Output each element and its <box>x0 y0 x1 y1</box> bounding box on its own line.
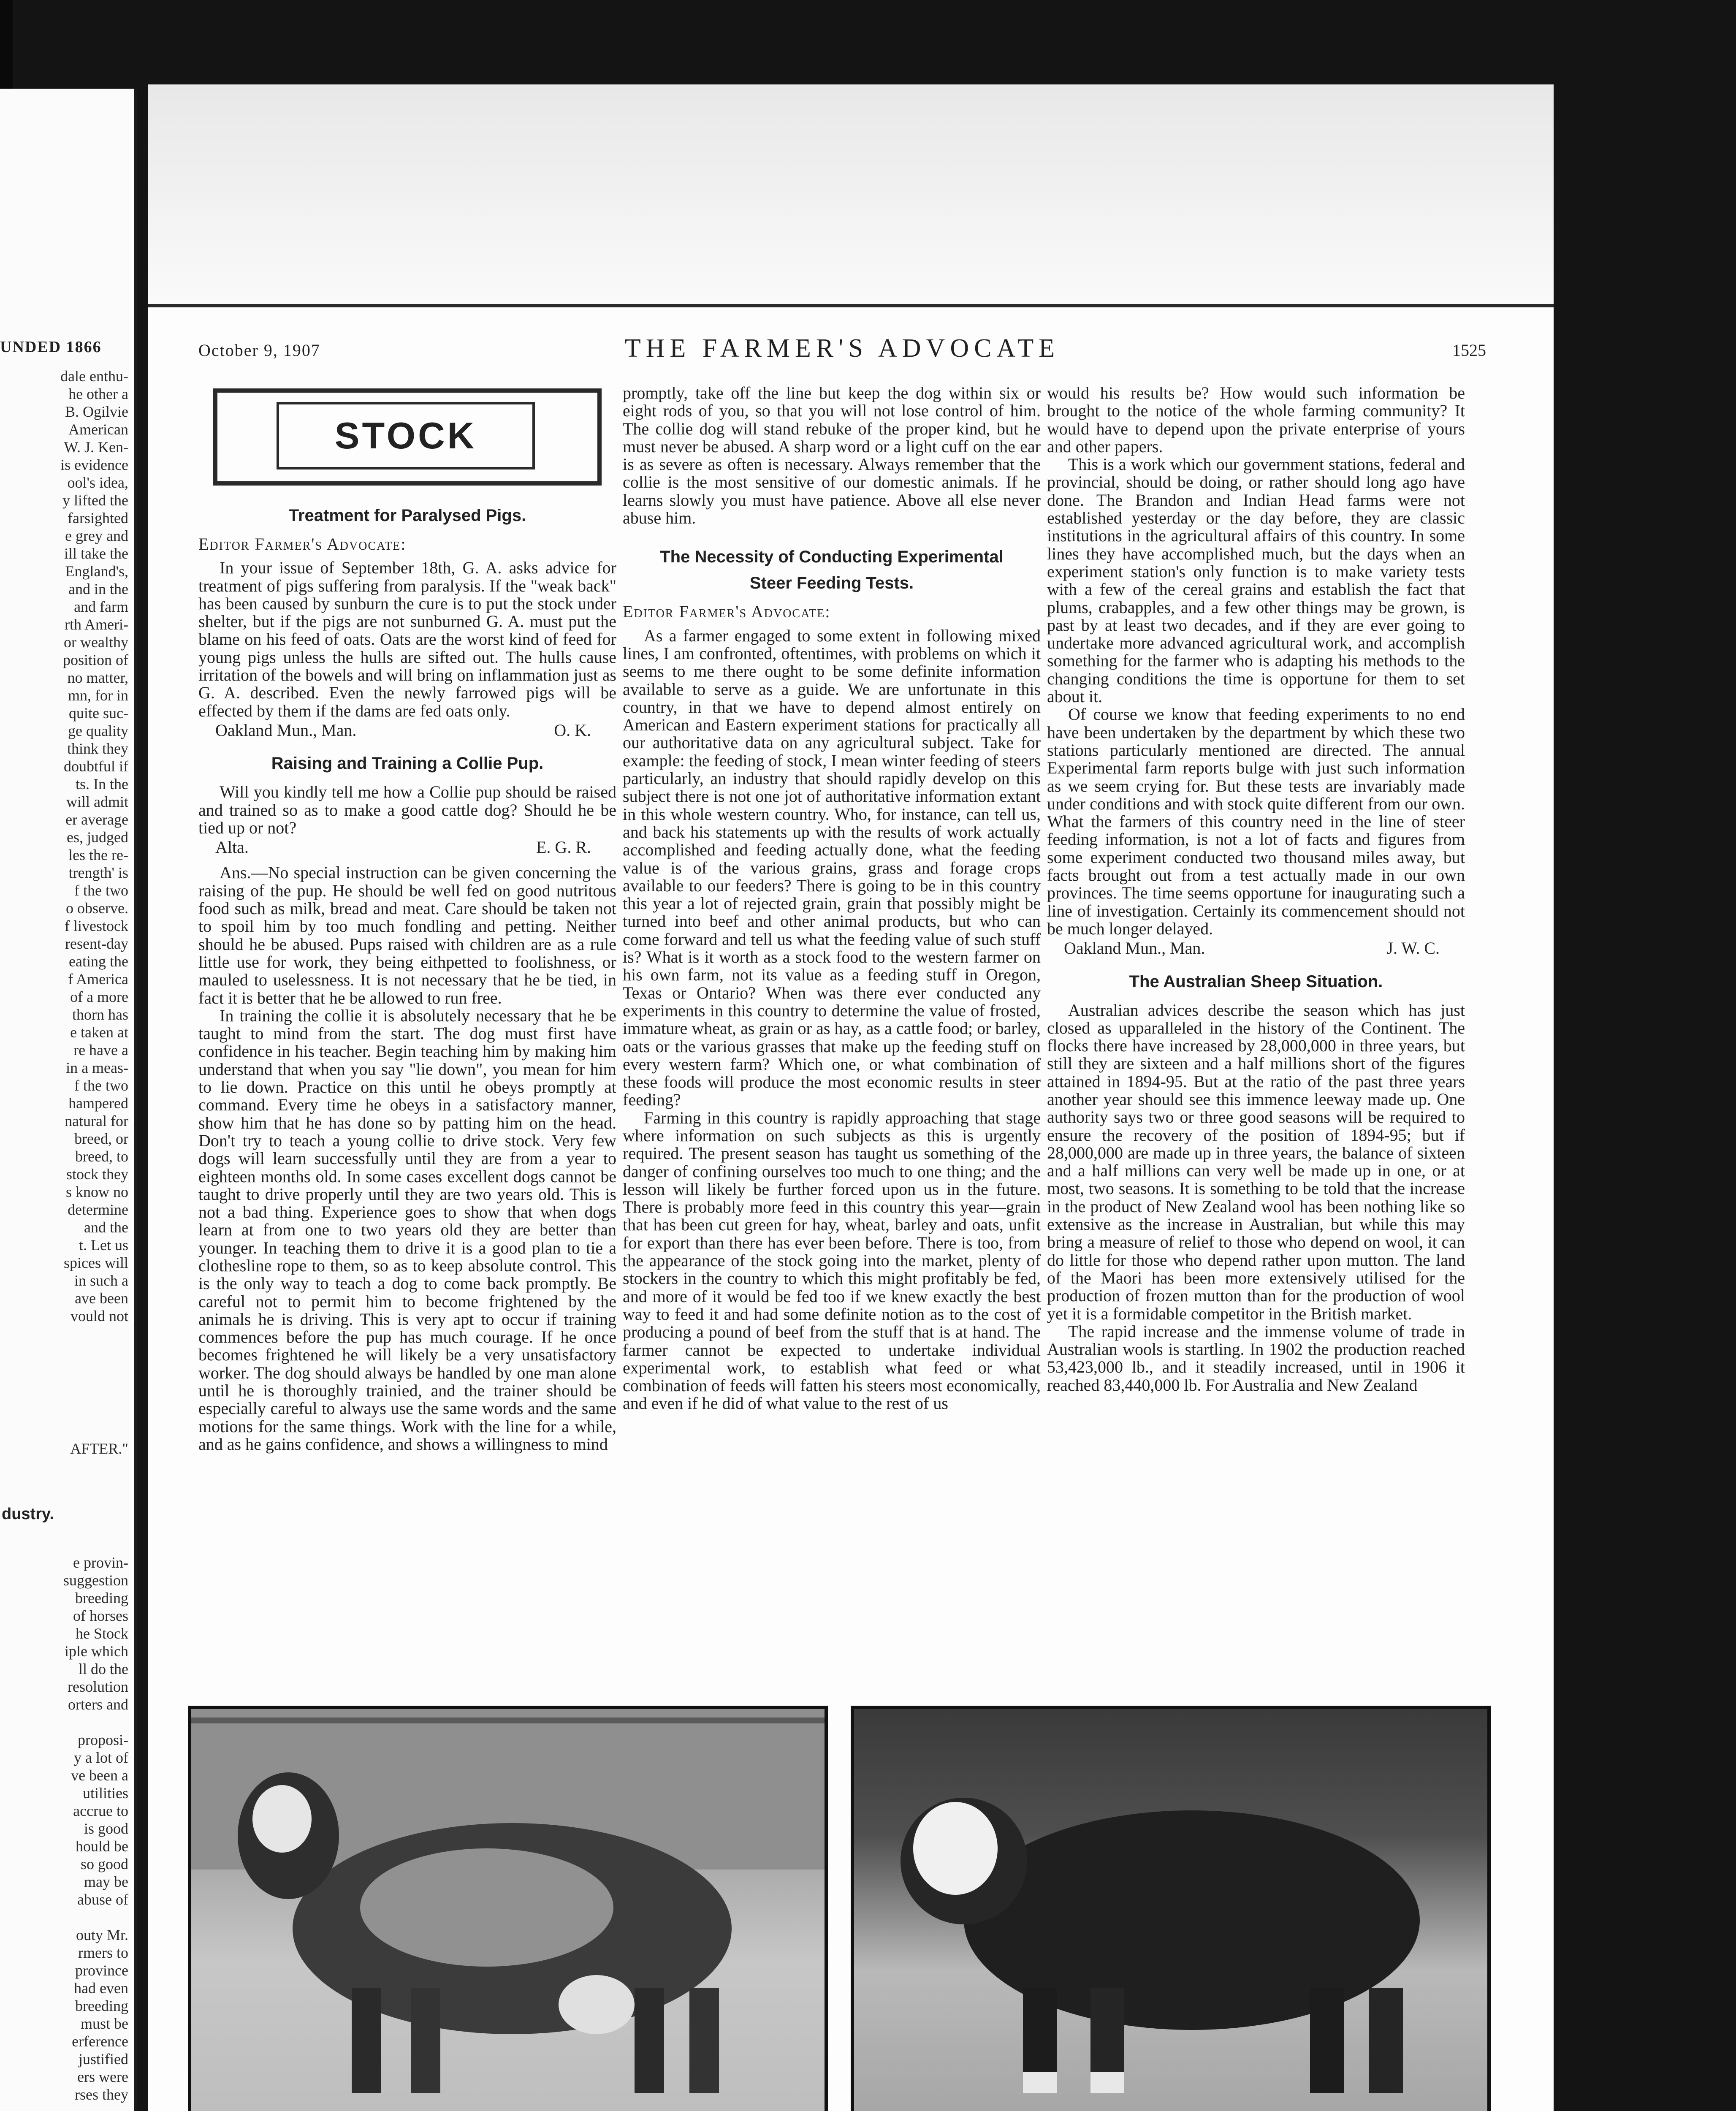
left-page-line: ll do the <box>79 1661 128 1677</box>
article-paragraph: Farming in this country is rapidly approaching that stage where information on such subjects as this is urgently required. The present season has taught us something of the danger of confining ourselves too much to one thing; and the lesson will likely be further forced upon us in the future. There is probably more feed in this country this year—grain that has been cut green for hay, wheat, barley and oats, unfit for export than there has ever been before. There is too, from the appearance of the stock going into the market, plenty of stockers in the country to which this might profitably be fed, and more of it would be fed too if we knew exactly the best way to feed it and had some definite notion as to the cost of producing a pound of beef from the stuff that is at hand. The farmer cannot be expected to undertake individual experimental work, to establish what feed or what combination of feeds will fatten his steers most economically, and even if he did of what value to the rest of us <box>623 1108 1041 1413</box>
left-page-line: e taken at <box>70 1024 128 1041</box>
left-page-line: province <box>75 1962 128 1979</box>
issue-date: October 9, 1907 <box>198 341 320 360</box>
left-page-line: rses they <box>75 2086 128 2103</box>
cow-illustration <box>191 1709 825 2111</box>
left-page-line: thorn has <box>72 1006 128 1023</box>
left-page-line: position of <box>62 651 128 668</box>
article-heading-paralysed-pigs: Treatment for Paralysed Pigs. <box>288 506 526 525</box>
left-page-line: and farm <box>74 598 128 615</box>
masthead-title: THE FARMER'S ADVOCATE <box>624 334 1060 363</box>
left-page-line: erference <box>72 2033 128 2050</box>
left-page-line: e grey and <box>65 527 128 544</box>
left-page-line: o observe. <box>66 900 128 917</box>
left-page-line: natural for <box>65 1112 128 1129</box>
left-page-line: is good <box>84 1820 128 1837</box>
column-1 <box>198 388 616 1453</box>
left-page-line: stock they <box>66 1166 128 1183</box>
page-top-margin <box>148 84 1554 304</box>
hereford-bull-photo <box>851 1706 1491 2111</box>
left-page-line: re have a <box>73 1042 128 1058</box>
signature <box>198 722 616 739</box>
article-paragraph: In your issue of September 18th, G. A. asks advice for treatment of pigs suffering from paralysis. If the "weak back" has been caused by sunburn the cure is to put the stock under shelter, but if the pigs are not sunburned G. A. must put the blame on his feed of oats. Oats are the worst kind of feed for young pigs unless the hulls are sifted out. The hulls cause irritation of the bowels and will bring on inflammation just as G. A. described. Even the newly farrowed pigs will be effected by them if the dams are fed oats only. <box>198 558 616 720</box>
left-page-header: UNDED 1866 <box>0 338 102 356</box>
left-page-line: ill take the <box>64 545 128 562</box>
article-paragraph: promptly, take off the line but keep the dog within six or eight rods of you, so that you will not lose control of him. The collie dog will stand rebuke of the proper kind, but he must never be abused. A sharp word or a light cuff on the ear is as severe as often is necessary. Always remember that the collie is the most sensitive of our domestic animals. If he learns slowly you must have patience. Above all else never abuse him. <box>623 383 1041 528</box>
left-page-line: resent-day <box>65 935 128 952</box>
signature-place: Alta. <box>215 838 249 857</box>
left-page-line: farsighted <box>68 510 128 526</box>
bull-illustration <box>854 1709 1487 2111</box>
left-page-line: rth Ameri- <box>65 616 128 633</box>
left-page-line: y a lot of <box>74 1749 128 1766</box>
left-page-line: is evidence <box>60 456 128 473</box>
signature <box>198 838 616 856</box>
left-page-line: so good <box>80 1856 128 1872</box>
running-header <box>198 334 1486 372</box>
left-page-line: in a meas- <box>66 1059 128 1076</box>
article-paragraph: As a farmer engaged to some extent in following mixed lines, I am confronted, oftentimes, with problems on which it seems to me there ought to be some definite information available to serve as a guide. We are unfortunate in this country, in that we have to depend almost entirely on American and Eastern experiment stations for practically all our authoritative data on any agricultural subject. Take for example: the feeding of stock, I mean winter feeding of steers particularly, an industry that should rapidly develop on this subject there is not one jot of authoritative information extant in this whole western country. Who, for instance, can tell us, and back his statements up with the results of work actually accomplished and feeding actually done, what the feeding value is of the various grains, grass and forage crops available to our feeders? There is going to be in this country this year a lot of rejected grain, grain that possibly might be turned into beef and other animal products, but who can come forward and tell us what the feeding value of such stuff is? What is it worth as a stock food to the western farmer on his own farm, not its value as a feeding stuff in Oregon, Texas or Ontario? When was there ever conducted any experiments in this country to determine the value of frosted, immature wheat, as grain or as hay, as a cattle food; or barley, oats or the various grasses that make up the feeding stuff on every western farm? Which one, or what combination of these foods will produce the most economic results in steer feeding? <box>623 626 1041 1110</box>
left-page-line: had even <box>74 1980 128 1997</box>
article-heading-australian-sheep: The Australian Sheep Situation. <box>1129 972 1383 991</box>
top-rule <box>148 304 1554 307</box>
left-page-line: iple which <box>65 1643 128 1660</box>
left-page-line: ool's idea, <box>67 474 128 491</box>
left-page-line <box>2 1713 128 1731</box>
signature-place: Oakland Mun., Man. <box>215 720 357 740</box>
left-page-line: of horses <box>73 1607 128 1624</box>
left-page-line: proposi- <box>78 1731 128 1748</box>
article-paragraph: Australian advices describe the season which has just closed as upparalleled in the history of the Continent. The flocks there have increased by 28,000,000 in three years, but still they are sixteen and a half millions short of the figures attained in 1894-95. But at the ratio of the past three years another year should see this immence leeway made up. One authority says two or three good seasons will be required to ensure the recovery of the position of 1894-95; but if 28,000,000 are made up in three years, the balance of sixteen and a half millions can very well be made up in one, or at most, two seasons. It is something to be told that the increase in the product of New Zealand wool has been nothing like so extensive as the increase in Australian, but while this may bring a measure of relief to those who depend on wool, it can do little for those who depend rather upon mutton. The land of the Maori has been more extensively utilised for the production of frozen mutton than for the production of wool yet it is a formidable competitor in the British market. <box>1047 1000 1465 1323</box>
left-page-line: es, judged <box>67 829 128 846</box>
left-page-line: ers were <box>77 2068 128 2085</box>
signature-name: J. W. C. <box>1386 939 1440 958</box>
answer-paragraph: In training the collie it is absolutely necessary that he be taught to mind from the start. The dog must first have confidence in his teacher. Begin teaching him by making him understand that when you say "lie down", you mean for him to lie down. Practice on this until he obeys promptly at command. Every time he obeys in a satisfactory manner, show him that he has done so by patting him on the head. Don't try to teach a young collie to drive stock. Very few dogs will learn successfully until they are from a year to eighteen months old. In some cases excellent dogs cannot be taught to drive properly until they are two years old. This is not a bad thing. Experience goes to show that when dogs learn at from one to two years old they are better than younger. In teaching them to drive it is a good plan to tie a clothesline rope to them, so as to keep absolute control. This is the only way to teach a dog to come back promptly. Be careful not to permit him to become frightened by the animals he is driving. This is very apt to occur if training commences before the pup has much courage. If he once becomes frightened he will likely be a very unsatisfactory worker. The dog should always be handled by one man alone until he is thoroughly trainied, and the trainer should be especially careful to always use the same words and the same motions for the same things. Work with the line for a while, and as he gains confidence, and shows a willingness to mind <box>198 1006 616 1454</box>
left-page-line <box>2 1908 128 1926</box>
left-page-line: f livestock <box>65 917 128 934</box>
left-page-line: or wealthy <box>64 634 128 651</box>
left-page-line: s know no <box>65 1183 128 1200</box>
left-page-heading: dustry. <box>2 1505 54 1523</box>
left-page-line: vould not <box>70 1308 128 1324</box>
left-page-line: determine <box>68 1201 128 1218</box>
article-paragraph: This is a work which our government stations, federal and provincial, should be doing, or rather should long ago have done. The Brandon and Indian Head farms were not established yesterday or the day before, they are classic institutions in the agricultural affairs of this country. In some lines they have accomplished much, but the days when an experiment station's only function is to make variety tests with a few of the cereal grains and establish the fact that plums, crabapples, and a few other things may be grown, is past by at least two decades, and if they are ever going to undertake more advanced agricultural work, and accomplish something for the farmer who is adapting his methods to the changing conditions the time is opportune for them to set about it. <box>1047 455 1465 706</box>
left-page-line: will admit <box>66 793 128 810</box>
left-page-line: f the two <box>74 882 128 899</box>
left-page-line: les the re- <box>68 847 128 863</box>
article-heading-steer-feeding-line1: The Necessity of Conducting Experimental <box>660 548 1004 567</box>
left-page-line: rmers to <box>78 1944 128 1961</box>
column-2 <box>623 384 1041 1413</box>
article-heading-steer-feeding-line2: Steer Feeding Tests. <box>749 574 914 593</box>
left-page-line: breed, to <box>75 1148 128 1165</box>
editor-salutation: Editor Farmer's Advocate: <box>623 602 831 621</box>
left-page-line: W. J. Ken- <box>64 439 128 456</box>
left-page-text-a <box>2 367 128 1325</box>
left-page-line: ts. In the <box>76 776 128 792</box>
left-page-line: of a more <box>70 988 128 1005</box>
left-page-line: think they <box>67 740 128 757</box>
left-page-line: trength' is <box>68 864 128 881</box>
article-paragraph: would his results be? How would such information be brought to the notice of the whole farming community? It would have to depend upon the private enterprise of yours and other papers. <box>1047 383 1465 456</box>
answer-paragraph: Ans.—No special instruction can be given concerning the raising of the pup. He should be well fed on good nutritous food such as milk, bread and meat. Care should be taken not to spoil him by too much fondling and petting. Neither should he be abused. Pups raised with children are as a rule little use for work, they being eithpetted to foolishness, or mauled to uselessness. It is not necessary that he be tied, in fact it is better that he be allowed to run free. <box>198 863 616 1007</box>
left-page-line: he Stock <box>76 1625 128 1642</box>
left-page-line: eating the <box>69 953 128 970</box>
article-paragraph: Of course we know that feeding experiments to no end have been undertaken by the department by which these two stations particularly mentioned are directed. The annual Experimental farm reports bulge with just such information as we seem crying for. But these tests are invariably made under conditions and with stock quite different from our own. What the farmers of this country need in the line of steer feeding information, is not a lot of facts and figures from some experiment conducted two thousand miles away, but facts brought out from a test actually made in our own provinces. The time seems opportune for inaugurating such a line of investigation. Certainly its commencement should not be much longer delayed. <box>1047 705 1465 938</box>
editor-salutation: Editor Farmer's Advocate: <box>198 535 407 554</box>
left-page-line: suggestion <box>63 1572 128 1589</box>
signature-name: E. G. R. <box>536 838 591 857</box>
column-3 <box>1047 384 1465 1394</box>
left-page-line: must be <box>81 2015 128 2032</box>
shorthorn-cow-photo <box>188 1706 828 2111</box>
left-page-line: y lifted the <box>62 492 128 509</box>
left-page-line: utilities <box>83 1785 128 1802</box>
left-page-line: may be <box>84 1873 128 1890</box>
left-page-line: ave been <box>75 1290 128 1307</box>
left-page-line: England's, <box>65 563 128 580</box>
signature-name: O. K. <box>554 720 591 740</box>
left-page-line: dale enthu- <box>60 368 128 385</box>
left-page-line: quite suc- <box>69 705 128 722</box>
left-page-line: f America <box>68 971 128 988</box>
left-page-line: B. Ogilvie <box>65 403 128 420</box>
left-page-line: er average <box>65 811 128 828</box>
question-paragraph: Will you kindly tell me how a Collie pup should be raised and trained so as to make a good cattle dog? Should he be tied up or not? <box>198 782 616 837</box>
left-page-line: and the <box>84 1219 128 1236</box>
left-page-text-b <box>2 1554 128 2111</box>
left-page-line: accrue to <box>73 1802 128 1819</box>
left-page-line: orters and <box>68 1696 128 1713</box>
left-page-line: in such a <box>74 1272 128 1289</box>
left-page-line: no matter, <box>67 669 128 686</box>
left-page-line: he other a <box>68 385 128 402</box>
left-page-line: ve been a <box>71 1767 128 1784</box>
left-page-afterline: AFTER." <box>70 1440 128 1457</box>
left-page-line: e provin- <box>73 1554 128 1571</box>
article-heading-collie-pup: Raising and Training a Collie Pup. <box>271 754 544 773</box>
page-number: 1525 <box>1452 341 1486 360</box>
article-paragraph: The rapid increase and the immense volume of trade in Australian wools is startling. In 1902 the production reached 53,423,000 lb., and it steadily increased, until in 1906 it reached 83,440,000 lb. For Australia and New Zealand <box>1047 1321 1465 1395</box>
left-page-line: hould be <box>76 1838 128 1855</box>
left-page-fragment <box>0 89 137 2111</box>
left-page-line: breeding <box>75 1997 128 2014</box>
left-page-line: t. Let us <box>79 1237 128 1254</box>
left-page-line: breeding <box>75 1590 128 1606</box>
signature <box>1047 939 1465 957</box>
left-page-line: spices will <box>64 1254 128 1271</box>
left-page-line: outy Mr. <box>76 1926 128 1943</box>
left-page-line <box>2 2103 128 2111</box>
left-page-line: ge quality <box>68 722 128 739</box>
left-page-line: justified <box>79 2051 128 2068</box>
left-page-line: doubtful if <box>64 758 128 775</box>
stock-section-title: STOCK <box>277 402 535 469</box>
left-page-line: f the two <box>74 1077 128 1094</box>
left-page-line: American <box>68 421 128 438</box>
left-page-line: resolution <box>68 1678 128 1695</box>
left-page-line: hampered <box>68 1095 128 1112</box>
left-page-line: breed, or <box>74 1130 128 1147</box>
left-page-line: mn, for in <box>68 687 128 704</box>
signature-place: Oakland Mun., Man. <box>1064 939 1205 958</box>
stock-section-banner <box>213 388 602 486</box>
left-page-line: and in the <box>68 581 128 597</box>
left-page-line: abuse of <box>77 1891 128 1908</box>
